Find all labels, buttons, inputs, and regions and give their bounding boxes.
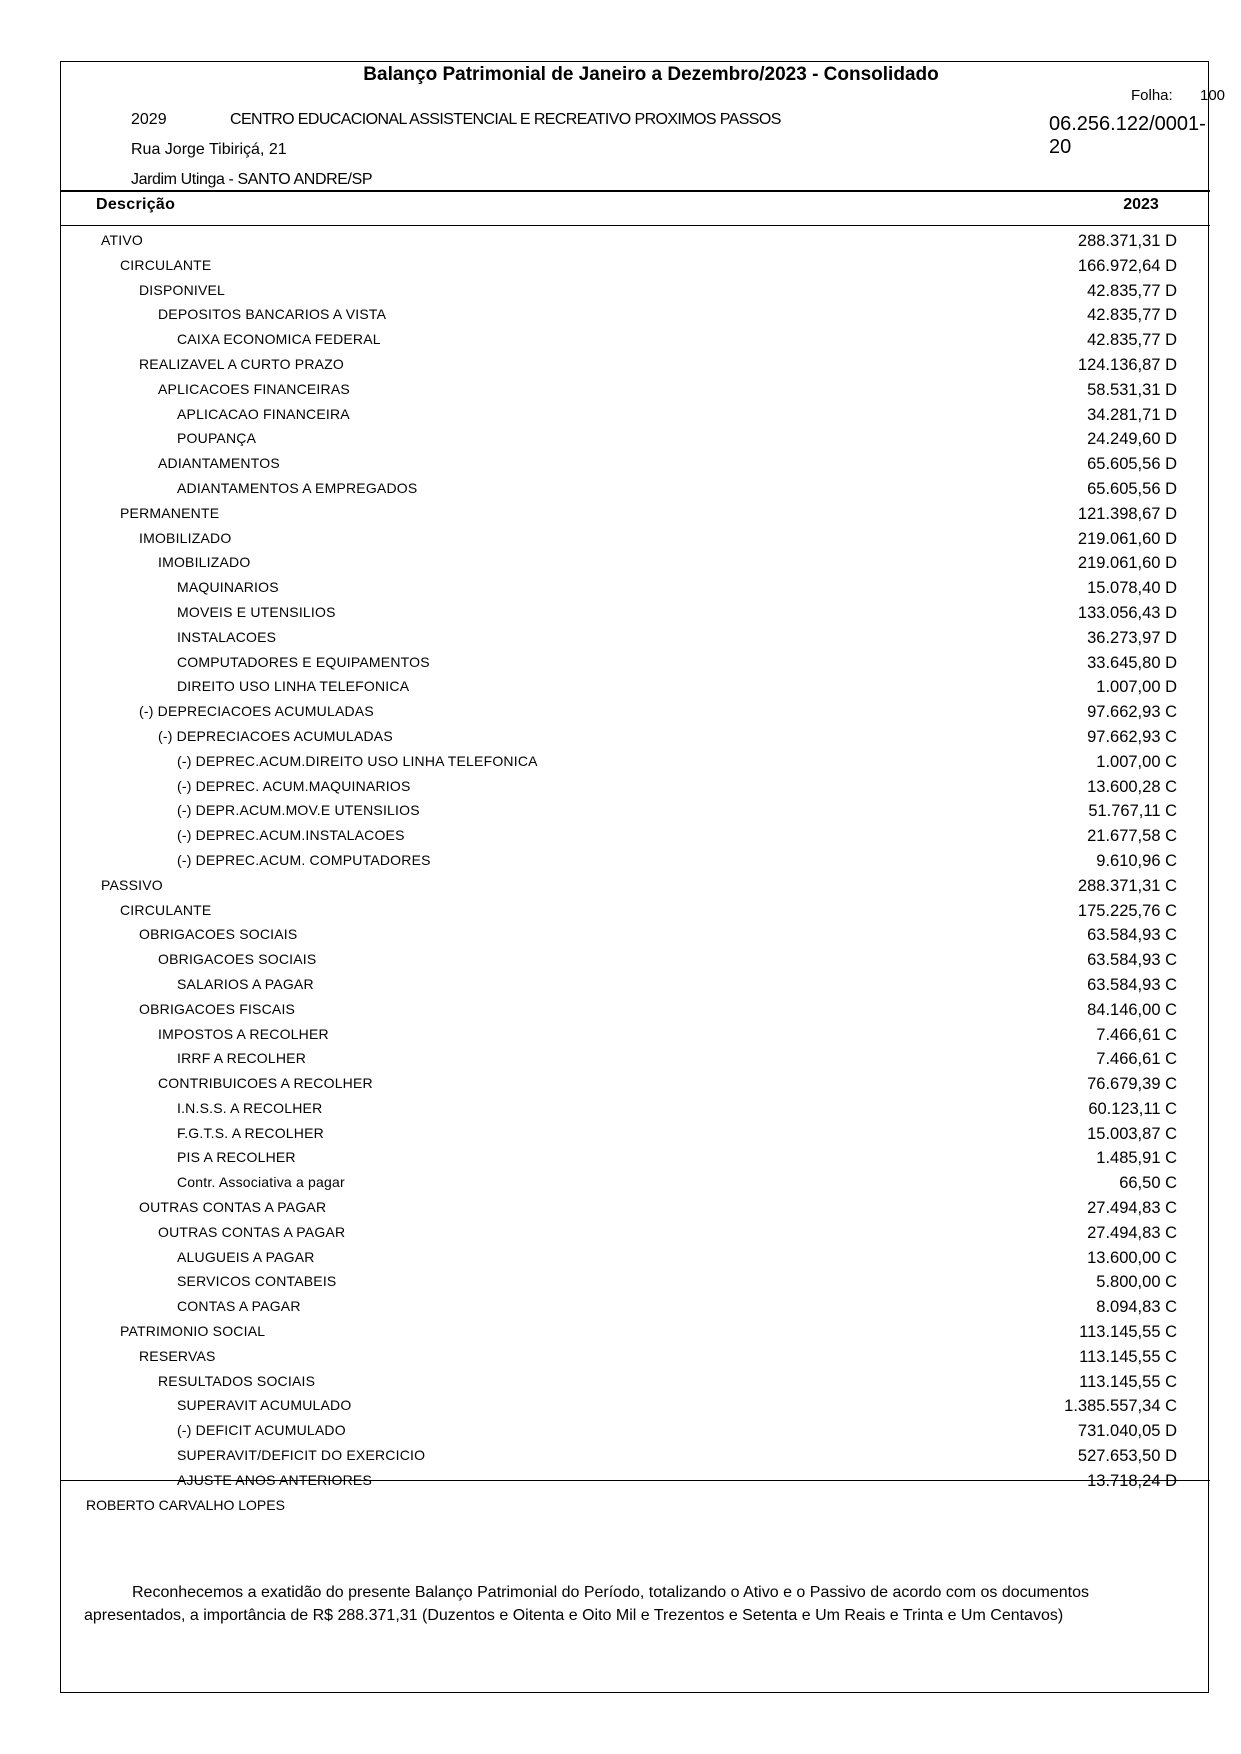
account-value: 27.494,83 C [1087, 1223, 1177, 1242]
account-label: (-) DEPR.ACUM.MOV.E UTENSILIOS [177, 802, 420, 819]
table-row [61, 1145, 1210, 1170]
table-row [61, 873, 1210, 898]
account-label: IRRF A RECOLHER [177, 1050, 307, 1067]
table-row [61, 228, 1210, 253]
account-value: 24.249,60 D [1087, 430, 1177, 449]
statement-paragraph [84, 1581, 1194, 1627]
table-row [61, 1096, 1210, 1121]
account-label: (-) DEPREC.ACUM.INSTALACOES [177, 827, 405, 844]
account-value: 288.371,31 D [1077, 232, 1177, 250]
account-label: (-) DEPRECIACOES ACUMULADAS [139, 703, 374, 720]
table-row [61, 1046, 1210, 1071]
account-value: 7.466,61 C [1096, 1050, 1177, 1069]
table-row [61, 823, 1210, 848]
account-label: AJUSTE ANOS ANTERIORES [177, 1471, 372, 1488]
account-value: 63.584,93 C [1087, 975, 1177, 994]
account-label: SERVICOS CONTABEIS [177, 1273, 337, 1290]
account-label: (-) DEPREC.ACUM. COMPUTADORES [177, 851, 431, 868]
table-row [61, 674, 1210, 699]
account-value: 66,50 C [1119, 1174, 1177, 1193]
account-value: 219.061,60 D [1077, 529, 1177, 548]
account-label: APLICACAO FINANCEIRA [177, 405, 350, 422]
table-row [61, 774, 1210, 799]
company-code: 2029 [131, 111, 167, 128]
table-row [61, 1121, 1210, 1146]
account-label: I.N.S.S. A RECOLHER [177, 1099, 323, 1116]
account-value: 36.273,97 D [1087, 628, 1177, 647]
account-label: INSTALACOES [177, 628, 277, 645]
account-value: 7.466,61 C [1096, 1025, 1177, 1044]
account-value: 113.145,55 C [1079, 1347, 1177, 1366]
account-value: 42.835,77 D [1087, 306, 1177, 325]
account-value: 58.531,31 D [1087, 380, 1177, 399]
account-label: (-) DEPRECIACOES ACUMULADAS [158, 727, 393, 744]
account-label: SUPERAVIT/DEFICIT DO EXERCICIO [177, 1447, 426, 1464]
table-row [61, 1170, 1210, 1195]
table-row [61, 1443, 1210, 1468]
account-value: 113.145,55 C [1079, 1323, 1177, 1342]
account-value: 9.610,96 C [1096, 851, 1177, 870]
account-label: IMPOSTOS A RECOLHER [158, 1025, 329, 1042]
account-label: MAQUINARIOS [177, 579, 279, 596]
header-divider [61, 190, 1210, 192]
account-value: 1.007,00 D [1096, 678, 1177, 697]
table-row [61, 848, 1210, 873]
account-value: 5.800,00 C [1096, 1273, 1177, 1292]
account-label: DISPONIVEL [139, 281, 226, 298]
table-row [61, 1195, 1210, 1220]
table-row [61, 1269, 1210, 1294]
account-value: 527.653,50 D [1077, 1447, 1177, 1466]
column-header-divider [61, 225, 1210, 226]
table-row [61, 278, 1210, 303]
account-value: 63.584,93 C [1087, 926, 1177, 945]
account-value: 124.136,87 D [1077, 355, 1177, 374]
account-label: (-) DEPREC. ACUM.MAQUINARIOS [177, 777, 411, 794]
table-row [61, 798, 1210, 823]
account-value: 1.385.557,34 C [1064, 1397, 1177, 1416]
table-row [61, 476, 1210, 501]
account-label: MOVEIS E UTENSILIOS [177, 603, 336, 620]
account-label: PASSIVO [101, 876, 163, 893]
table-row [61, 898, 1210, 923]
table-row [61, 1369, 1210, 1394]
table-row [61, 724, 1210, 749]
table-row [61, 625, 1210, 650]
table-row [61, 377, 1210, 402]
account-label: CONTAS A PAGAR [177, 1298, 301, 1315]
signer-name: ROBERTO CARVALHO LOPES [86, 1497, 285, 1513]
table-row [61, 327, 1210, 352]
account-value: 34.281,71 D [1087, 405, 1177, 424]
account-label: PIS A RECOLHER [177, 1149, 296, 1166]
account-value: 27.494,83 C [1087, 1199, 1177, 1218]
account-label: (-) DEFICIT ACUMULADO [177, 1422, 346, 1439]
table-bottom-divider [61, 1480, 1210, 1481]
account-value: 15.003,87 C [1087, 1124, 1177, 1143]
table-row [61, 972, 1210, 997]
account-label: IMOBILIZADO [158, 554, 251, 571]
account-label: ATIVO [101, 232, 143, 248]
table-row [61, 947, 1210, 972]
account-label: REALIZAVEL A CURTO PRAZO [139, 355, 345, 372]
account-value: 63.584,93 C [1087, 951, 1177, 970]
account-label: SUPERAVIT ACUMULADO [177, 1397, 352, 1414]
account-value: 60.123,11 C [1088, 1099, 1177, 1118]
account-label: OBRIGACOES FISCAIS [139, 1000, 296, 1017]
account-label: OBRIGACOES SOCIAIS [139, 926, 298, 943]
account-label: ADIANTAMENTOS A EMPREGADOS [177, 479, 418, 496]
account-label: CIRCULANTE [120, 901, 212, 918]
account-value: 731.040,05 D [1077, 1422, 1177, 1441]
account-label: PERMANENTE [120, 504, 220, 521]
table-row [61, 402, 1210, 427]
company-name: CENTRO EDUCACIONAL ASSISTENCIAL E RECREATIVO PROXIMOS PASSOS [230, 111, 781, 128]
page-title: Balanço Patrimonial de Janeiro a Dezembro/2023 - Consolidado [363, 64, 939, 85]
account-value: 13.718,24 D [1087, 1471, 1177, 1490]
balance-table-body [61, 228, 1210, 1493]
table-row [61, 352, 1210, 377]
table-row [61, 600, 1210, 625]
statement-text: Reconhecemos a exatidão do presente Balanço Patrimonial do Período, totalizando o Ativo e o Passivo de acordo com os documentos apresentados, a importância de R$ 288.371,31 (Duzentos e Oitenta e Oito Mil e Trezentos e Setenta e Um Reais e Trinta e Um Centavos) [84, 1584, 1090, 1624]
account-label: DEPOSITOS BANCARIOS A VISTA [158, 306, 387, 323]
table-row [61, 1393, 1210, 1418]
folha-number: 100 [1200, 87, 1226, 104]
account-value: 219.061,60 D [1077, 554, 1177, 573]
company-cnpj: 06.256.122/0001-20 [1049, 113, 1206, 158]
table-row [61, 1071, 1210, 1096]
account-value: 121.398,67 D [1077, 504, 1177, 523]
table-row [61, 650, 1210, 675]
account-label: PATRIMONIO SOCIAL [120, 1323, 266, 1340]
table-row [61, 526, 1210, 551]
account-label: OUTRAS CONTAS A PAGAR [158, 1223, 346, 1240]
table-row [61, 749, 1210, 774]
account-value: 288.371,31 C [1077, 876, 1177, 895]
table-row [61, 302, 1210, 327]
account-value: 51.767,11 C [1088, 802, 1177, 821]
account-value: 33.645,80 D [1087, 653, 1177, 672]
account-value: 8.094,83 C [1096, 1298, 1177, 1317]
account-value: 166.972,64 D [1077, 256, 1177, 275]
account-value: 76.679,39 C [1087, 1075, 1177, 1094]
table-row [61, 1319, 1210, 1344]
account-label: Contr. Associativa a pagar [177, 1174, 345, 1191]
account-value: 1.007,00 C [1096, 752, 1177, 771]
account-value: 133.056,43 D [1077, 603, 1177, 622]
account-label: IMOBILIZADO [139, 529, 232, 546]
table-row [61, 253, 1210, 278]
account-label: DIREITO USO LINHA TELEFONICA [177, 678, 410, 695]
table-row [61, 451, 1210, 476]
account-value: 1.485,91 C [1096, 1149, 1177, 1168]
account-value: 42.835,77 D [1087, 281, 1177, 300]
column-header-year: 2023 [1123, 196, 1159, 213]
account-label: SALARIOS A PAGAR [177, 975, 314, 992]
account-label: CIRCULANTE [120, 256, 212, 273]
table-row [61, 575, 1210, 600]
account-label: CONTRIBUICOES A RECOLHER [158, 1075, 373, 1092]
account-label: F.G.T.S. A RECOLHER [177, 1124, 324, 1141]
table-row [61, 922, 1210, 947]
account-label: CAIXA ECONOMICA FEDERAL [177, 331, 381, 348]
account-value: 97.662,93 C [1087, 727, 1177, 746]
account-value: 65.605,56 D [1087, 455, 1177, 474]
account-label: APLICACOES FINANCEIRAS [158, 380, 350, 397]
account-value: 21.677,58 C [1087, 827, 1177, 846]
account-label: OUTRAS CONTAS A PAGAR [139, 1199, 327, 1216]
table-row [61, 501, 1210, 526]
account-value: 42.835,77 D [1087, 331, 1177, 350]
account-value: 13.600,00 C [1087, 1248, 1177, 1267]
account-label: RESERVAS [139, 1347, 216, 1364]
account-value: 97.662,93 C [1087, 703, 1177, 722]
account-label: (-) DEPREC.ACUM.DIREITO USO LINHA TELEFONICA [177, 752, 538, 769]
account-label: POUPANÇA [177, 430, 257, 447]
table-row [61, 550, 1210, 575]
table-row [61, 1245, 1210, 1270]
account-value: 84.146,00 C [1087, 1000, 1177, 1019]
column-header-description: Descrição [96, 196, 176, 213]
folha-label: Folha: [1131, 87, 1173, 104]
table-row [61, 1344, 1210, 1369]
address-line-1: Rua Jorge Tibiriçá, 21 [131, 141, 287, 158]
account-label: ALUGUEIS A PAGAR [177, 1248, 315, 1265]
account-label: ADIANTAMENTOS [158, 455, 280, 472]
table-row [61, 997, 1210, 1022]
balance-sheet-frame [60, 61, 1226, 1693]
table-row [61, 426, 1210, 451]
account-value: 15.078,40 D [1087, 579, 1177, 598]
account-value: 113.145,55 C [1079, 1372, 1177, 1391]
address-line-2: Jardim Utinga - SANTO ANDRE/SP [131, 171, 373, 188]
table-row [61, 1294, 1210, 1319]
account-label: RESULTADOS SOCIAIS [158, 1372, 316, 1389]
table-row [61, 1418, 1210, 1443]
table-row [61, 699, 1210, 724]
account-label: COMPUTADORES E EQUIPAMENTOS [177, 653, 430, 670]
table-row [61, 1220, 1210, 1245]
account-value: 175.225,76 C [1077, 901, 1177, 920]
account-label: OBRIGACOES SOCIAIS [158, 951, 317, 968]
table-row [61, 1022, 1210, 1047]
account-value: 65.605,56 D [1087, 479, 1177, 498]
account-value: 13.600,28 C [1087, 777, 1177, 796]
